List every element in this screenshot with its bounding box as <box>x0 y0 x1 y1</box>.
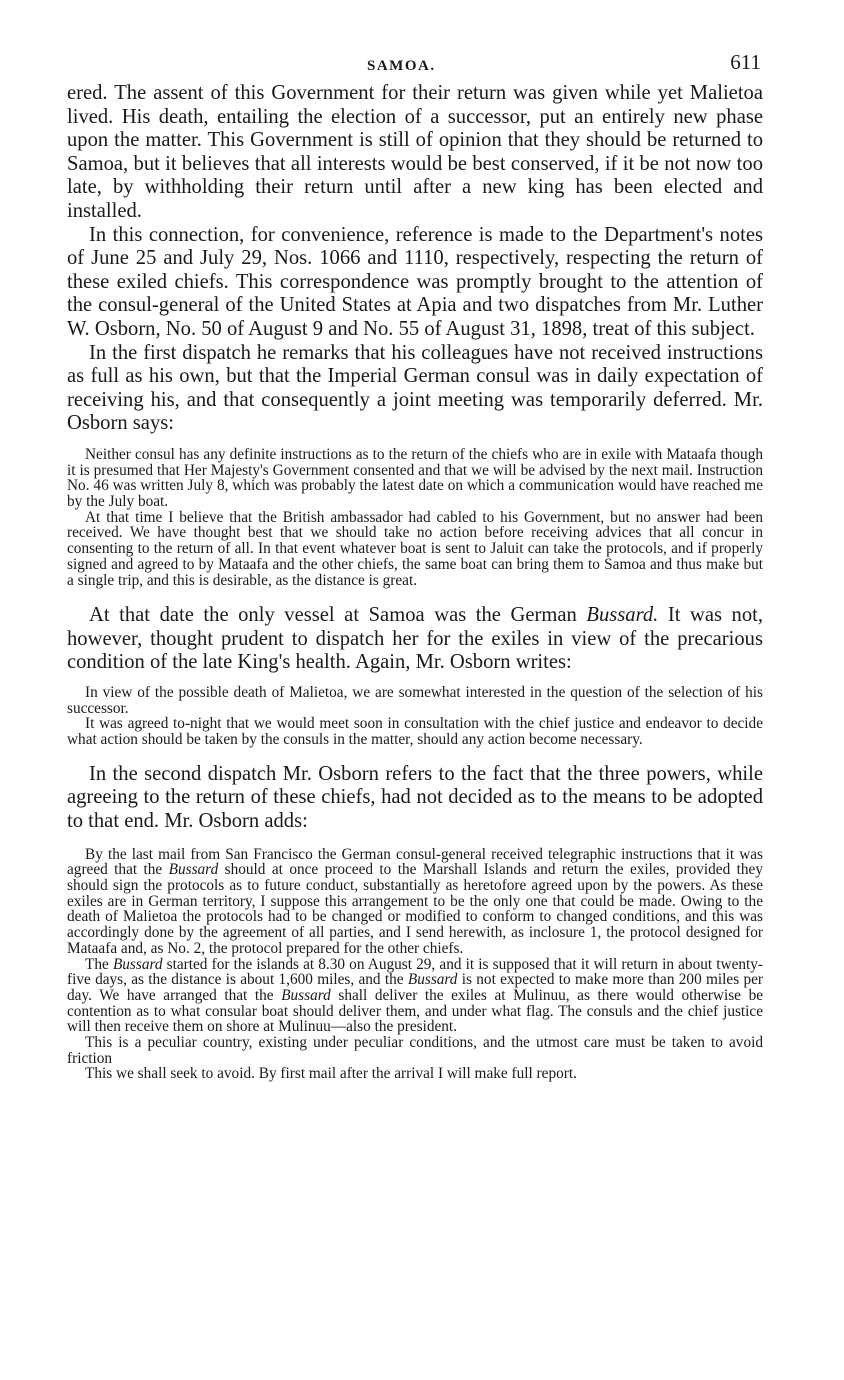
ship-name: Bussard. <box>586 604 659 627</box>
quote-bussard-departure: The Bussard started for the islands at 8.30 on August 29, and it is supposed that it will return in about twenty-five days, as the distance is about 1,600 miles, and the Bussard is not expected to make more than 200 miles per day. We have arranged that the Bussard shall deliver the exiles at Mulinuu, as there would otherwise be contention as to what consular boat should deliver them, and under what flag. The consuls and the chief justice will then receive them on shore at Mulinuu—also the president. <box>67 955 764 1036</box>
quote-instructions: Neither consul has any definite instructions as to the return of the chiefs who are in exile with Mataafa though it is presumed that Her Majesty's Government consented and that we will be advised by the next mail. Instruction No. 46 was written July 8, which was probably the latest date on which a communication would have reached me by the July boat. <box>67 445 763 511</box>
quote-malietoa-death: In view of the possible death of Malietoa, we are somewhat interested in the question of the selection of his successor. <box>67 684 763 717</box>
paragraph-second-dispatch: In the second dispatch Mr. Osborn refers to the fact that the three powers, while agreeing to the return of these chiefs, had not decided as to the means to be adopted to that end. Mr. Osborn adds: <box>67 762 763 833</box>
ship-name: Bussard <box>168 861 219 879</box>
running-title: SAMOA. <box>367 58 436 74</box>
paragraph-only-vessel: At that date the only vessel at Samoa was the German Bussard. It was not, however, thought prudent to dispatch her for the exiles in view of the precarious condition of the late King's health. Again, Mr. Osborn writes: <box>67 604 764 674</box>
quote-consultation: It was agreed to-night that we would meet soon in consultation with the chief justice and endeavor to decide what action should be taken by the consuls in the matter, should any action become necessary. <box>67 715 763 749</box>
ship-name: Bussard <box>407 971 458 989</box>
quote-british-ambassador: At that time I believe that the British ambassador had cabled to his Government, but no answer had been received. We have thought best that we should take no action before receiving advices that all concur in consenting to the return of all. In that event whatever boat is sent to Jaluit can take the protocols, and if properly signed and agreed to by Mataafa and the other chiefs, the same boat can bring them to Samoa and thus make but a single trip, and this is desirable, as the distance is great. <box>67 508 763 589</box>
paragraph-references: In this connection, for convenience, reference is made to the Department's notes of June 25 and July 29, Nos. 1066 and 1110, respectively, respecting the return of these exiled chiefs. This correspondence was promptly brought to the attention of the consul-general of the United States at Apia and two dispatches from Mr. Luther W. Osborn, No. 50 of August 9 and No. 55 of August 31, 1898, treat of this subject. <box>67 223 763 340</box>
quote-peculiar-country: This is a peculiar country, existing under peculiar conditions, and the utmost care must be taken to avoid friction <box>67 1034 763 1067</box>
ship-name: Bussard <box>112 955 163 973</box>
ship-name: Bussard <box>281 986 331 1004</box>
document-page <box>67 48 763 1082</box>
quote-telegraphic-instructions: By the last mail from San Francisco the German consul-general received telegraphic instructions that it was agreed that the Bussard should at once proceed to the Marshall Islands and return the exiles, provided they should sign the protocols as to future conduct, substantially as heretofore agreed upon by the powers. As these exiles are in German territory, I suppose this arrangement to be the only one that could be made. Owing to the death of Malietoa the protocols had to be changed or modified to conform to changed conditions, and this was accordingly done by the agreement of all parties, and I send herewith, as inclosure 1, the protocol designed for Mataafa and, as No. 2, the protocol prepared for the other chiefs. <box>67 845 763 957</box>
page-number: 611 <box>730 50 761 74</box>
paragraph-first-dispatch: In the first dispatch he remarks that his colleagues have not received instructions as full as his own, but that the Imperial German consul was in daily expectation of receiving his, and that consequently a joint meeting was temporarily deferred. Mr. Osborn says: <box>67 341 763 435</box>
quote-full-report: This we shall seek to avoid. By first mail after the arrival I will make full report. <box>85 1065 577 1083</box>
page-header <box>67 48 763 82</box>
paragraph-continuation: ered. The assent of this Government for their return was given while yet Malietoa lived. His death, entailing the election of a successor, put an entirely new phase upon the matter. This Government is still of opinion that they should be returned to Samoa, but it believes that all interests would be best conserved, if it be not now too late, by withholding their return until after a new king has been elected and installed. <box>67 82 763 222</box>
